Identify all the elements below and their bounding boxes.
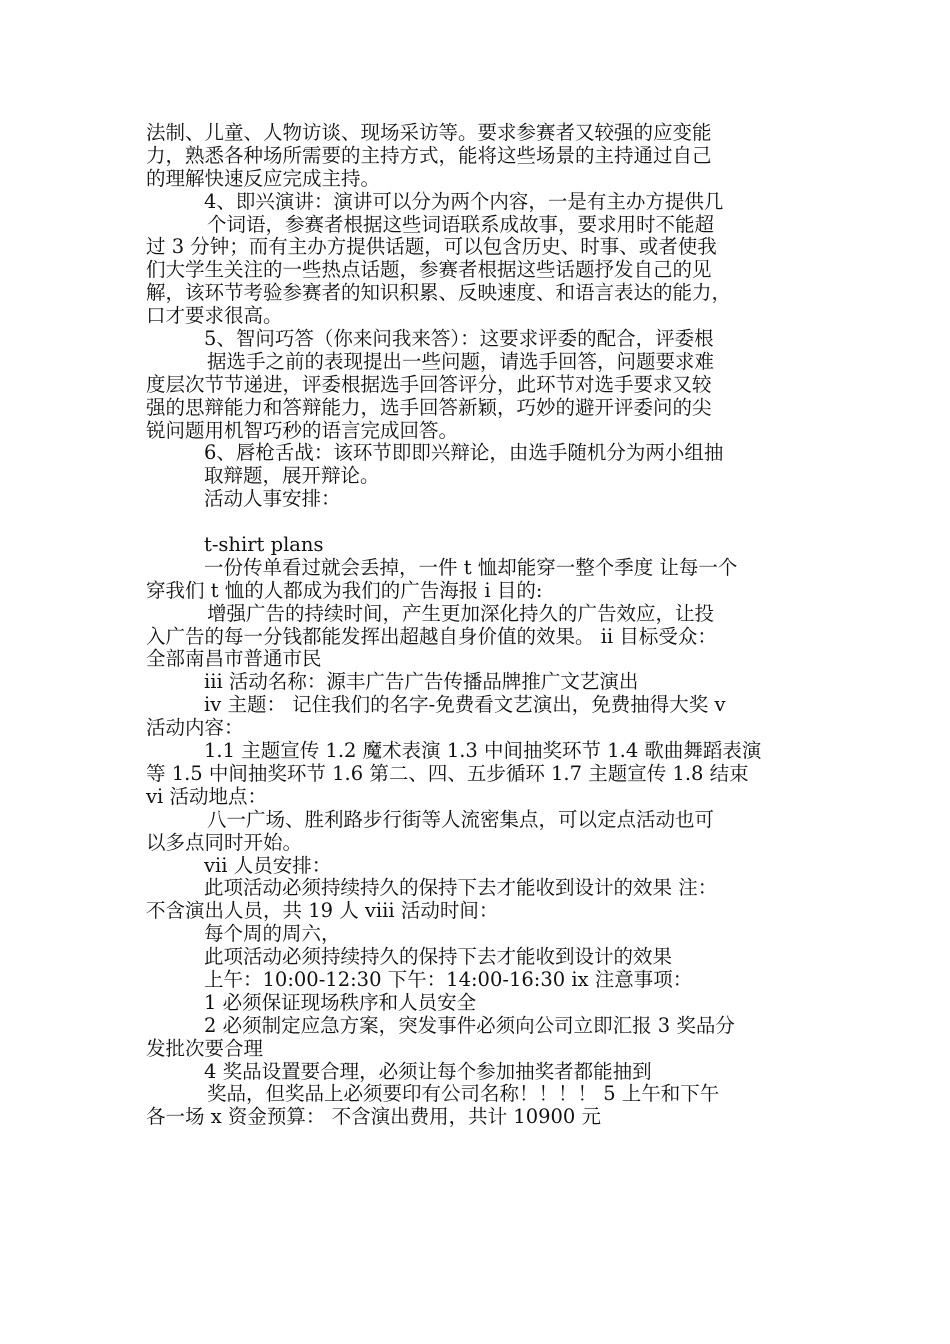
text-line: 5、智问巧答（你来问我来答）：这要求评委的配合，评委根	[204, 327, 714, 351]
text-line: 一份传单看过就会丢掉，一件 t 恤却能穿一整个季度 让每一个	[204, 555, 738, 579]
text-line: 活动内容：	[146, 716, 244, 740]
text-line: 每个周的周六，	[204, 922, 341, 946]
text-line: 个词语，参赛者根据这些词语联系成故事，要求用时不能超	[207, 212, 715, 236]
text-line: 强的思辩能力和答辩能力，选手回答新颖，巧妙的避开评委问的尖	[146, 395, 712, 419]
text-line: 以多点同时开始。	[146, 830, 303, 854]
text-line: iv 主题： 记住我们的名字-免费看文艺演出，免费抽得大奖 v	[204, 693, 726, 717]
text-line: 此项活动必须持续持久的保持下去才能收到设计的效果 注：	[204, 876, 718, 900]
text-line: 全部南昌市普通市民	[146, 647, 322, 671]
text-line: 过 3 分钟；而有主办方提供话题，可以包含历史、时事、或者使我	[146, 235, 717, 259]
document-body	[146, 122, 821, 1129]
text-line: 奖品，但奖品上必须要印有公司名称！！！！ 5 上午和下午	[207, 1082, 720, 1106]
text-line: vii 人员安排：	[204, 853, 332, 877]
text-line: 口才要求很高。	[146, 304, 283, 328]
text-line: 取辩题，展开辩论。	[204, 464, 380, 488]
text-line: 各一场 x 资金预算： 不含演出费用，共计 10900 元	[146, 1105, 602, 1129]
text-line: 八一广场、胜利路步行街等人流密集点，可以定点活动也可	[207, 807, 715, 831]
text-line: 增强广告的持续时间，产生更加深化持久的广告效应，让投	[207, 601, 715, 625]
text-line: 锐问题用机智巧秒的语言完成回答。	[146, 418, 459, 442]
text-line: 1 必须保证现场秩序和人员安全	[204, 990, 477, 1014]
text-line: 们大学生关注的一些热点话题，参赛者根据这些话题抒发自己的见	[146, 258, 712, 282]
text-line: 不含演出人员，共 19 人 viii 活动时间：	[146, 899, 499, 923]
text-line: 等 1.5 中间抽奖环节 1.6 第二、四、五步循环 1.7 主题宣传 1.8 结束	[146, 761, 749, 785]
text-line: 发批次要合理	[146, 1036, 264, 1060]
text-line: vi 活动地点：	[146, 784, 267, 808]
text-line: 4、即兴演讲：演讲可以分为两个内容，一是有主办方提供几	[204, 189, 724, 213]
text-line: 2 必须制定应急方案，突发事件必须向公司立即汇报 3 奖品分	[204, 1013, 735, 1037]
text-line: 上午：10:00-12:30 下午：14:00-16:30 ix 注意事项：	[204, 967, 693, 991]
text-line: 入广告的每一分钱都能发挥出超越自身价值的效果。 ii 目标受众：	[146, 624, 717, 648]
text-line: t-shirt plans	[204, 533, 324, 557]
text-line: 穿我们 t 恤的人都成为我们的广告海报 i 目的:	[146, 578, 543, 602]
text-line: 活动人事安排：	[204, 487, 341, 511]
text-line: iii 活动名称：源丰广告广告传播品牌推广文艺演出	[204, 670, 639, 694]
text-line: 1.1 主题宣传 1.2 魔术表演 1.3 中间抽奖环节 1.4 歌曲舞蹈表演	[204, 739, 762, 763]
text-line: 此项活动必须持续持久的保持下去才能收到设计的效果	[204, 945, 673, 969]
text-line: 力，熟悉各种场所需要的主持方式，能将这些场景的主持通过自己	[146, 143, 712, 167]
text-line: 4 奖品设置要合理，必须让每个参加抽奖者都能抽到	[204, 1059, 652, 1083]
text-line: 度层次节节递进，评委根据选手回答评分，此环节对选手要求又较	[146, 372, 712, 396]
blank-line	[146, 511, 821, 534]
text-line: 6、唇枪舌战：该环节即即兴辩论，由选手随机分为两小组抽	[204, 441, 724, 465]
text-line: 解，该环节考验参赛者的知识积累、反映速度、和语言表达的能力，	[146, 281, 732, 305]
text-line: 的理解快速反应完成主持。	[146, 166, 381, 190]
text-line: 法制、儿童、人物访谈、现场采访等。要求参赛者又较强的应变能	[146, 121, 712, 144]
text-line: 据选手之前的表现提出一些问题，请选手回答，问题要求难	[207, 349, 715, 373]
